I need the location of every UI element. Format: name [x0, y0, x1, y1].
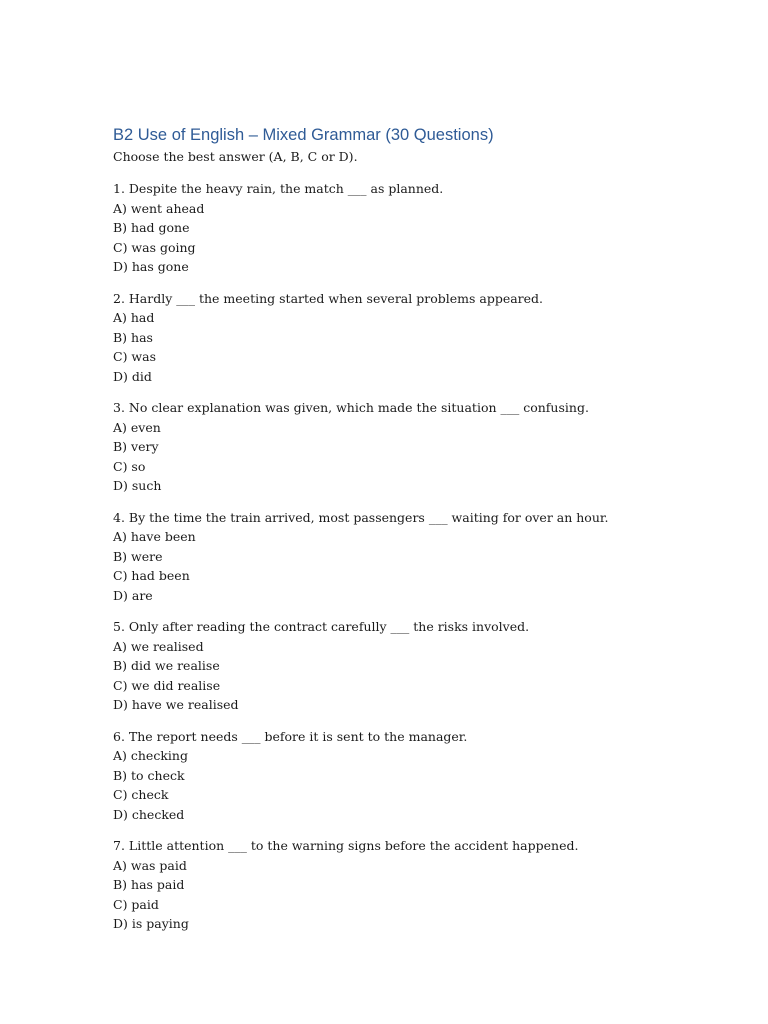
question-text: 3. No clear explanation was given, which made the situation ___ confusing.: [113, 400, 589, 415]
answer-option-c: C) check: [113, 787, 169, 802]
instructions-text: Choose the best answer (A, B, C or D).: [113, 149, 358, 164]
answer-option-c: C) had been: [113, 568, 190, 583]
answer-option-b: B) very: [113, 439, 159, 454]
document-page: [113, 124, 713, 934]
question-1: [113, 179, 713, 277]
question-text: 6. The report needs ___ before it is sent to the manager.: [113, 728, 468, 744]
question-3: [113, 398, 713, 496]
answer-option-a: A) was paid: [113, 857, 187, 873]
answer-option-d: D) such: [113, 478, 162, 493]
question-text: 7. Little attention ___ to the warning signs before the accident happened.: [113, 838, 579, 853]
question-text: 1. Despite the heavy rain, the match ___ as planned.: [113, 181, 444, 196]
answer-option-d: D) have we realised: [113, 697, 239, 712]
answer-option-c: C) was going: [113, 239, 196, 255]
answer-option-d: D) checked: [113, 806, 185, 822]
answer-option-c: C) paid: [113, 896, 159, 912]
answer-option-b: B) to check: [113, 767, 185, 783]
answer-option-d: D) are: [113, 587, 153, 603]
answer-option-d: D) is paying: [113, 916, 189, 931]
question-2: [113, 289, 713, 387]
answer-option-b: B) did we realise: [113, 658, 220, 673]
document-title: B2 Use of English – Mixed Grammar (30 Questions): [113, 126, 494, 144]
answer-option-a: A) have been: [113, 529, 196, 544]
question-text: 5. Only after reading the contract carefully ___ the risks involved.: [113, 619, 530, 634]
question-5: [113, 617, 713, 715]
answer-option-a: A) had: [113, 310, 155, 325]
answer-option-c: C) we did realise: [113, 677, 221, 693]
answer-option-b: B) were: [113, 548, 163, 564]
answer-option-c: C) so: [113, 458, 146, 474]
question-7: [113, 836, 713, 934]
answer-option-d: D) did: [113, 368, 152, 384]
answer-option-d: D) has gone: [113, 259, 189, 274]
answer-option-b: B) has: [113, 329, 153, 345]
question-6: [113, 727, 713, 825]
answer-option-b: B) had gone: [113, 220, 190, 235]
answer-option-a: A) even: [113, 419, 161, 435]
question-4: [113, 508, 713, 606]
question-text: 2. Hardly ___ the meeting started when several problems appeared.: [113, 290, 544, 306]
answer-option-a: A) went ahead: [113, 200, 205, 216]
answer-option-a: A) we realised: [113, 638, 204, 654]
answer-option-b: B) has paid: [113, 877, 185, 892]
question-text: 4. By the time the train arrived, most passengers ___ waiting for over an hour.: [113, 509, 609, 525]
answer-option-c: C) was: [113, 349, 156, 364]
answer-option-a: A) checking: [113, 748, 188, 763]
